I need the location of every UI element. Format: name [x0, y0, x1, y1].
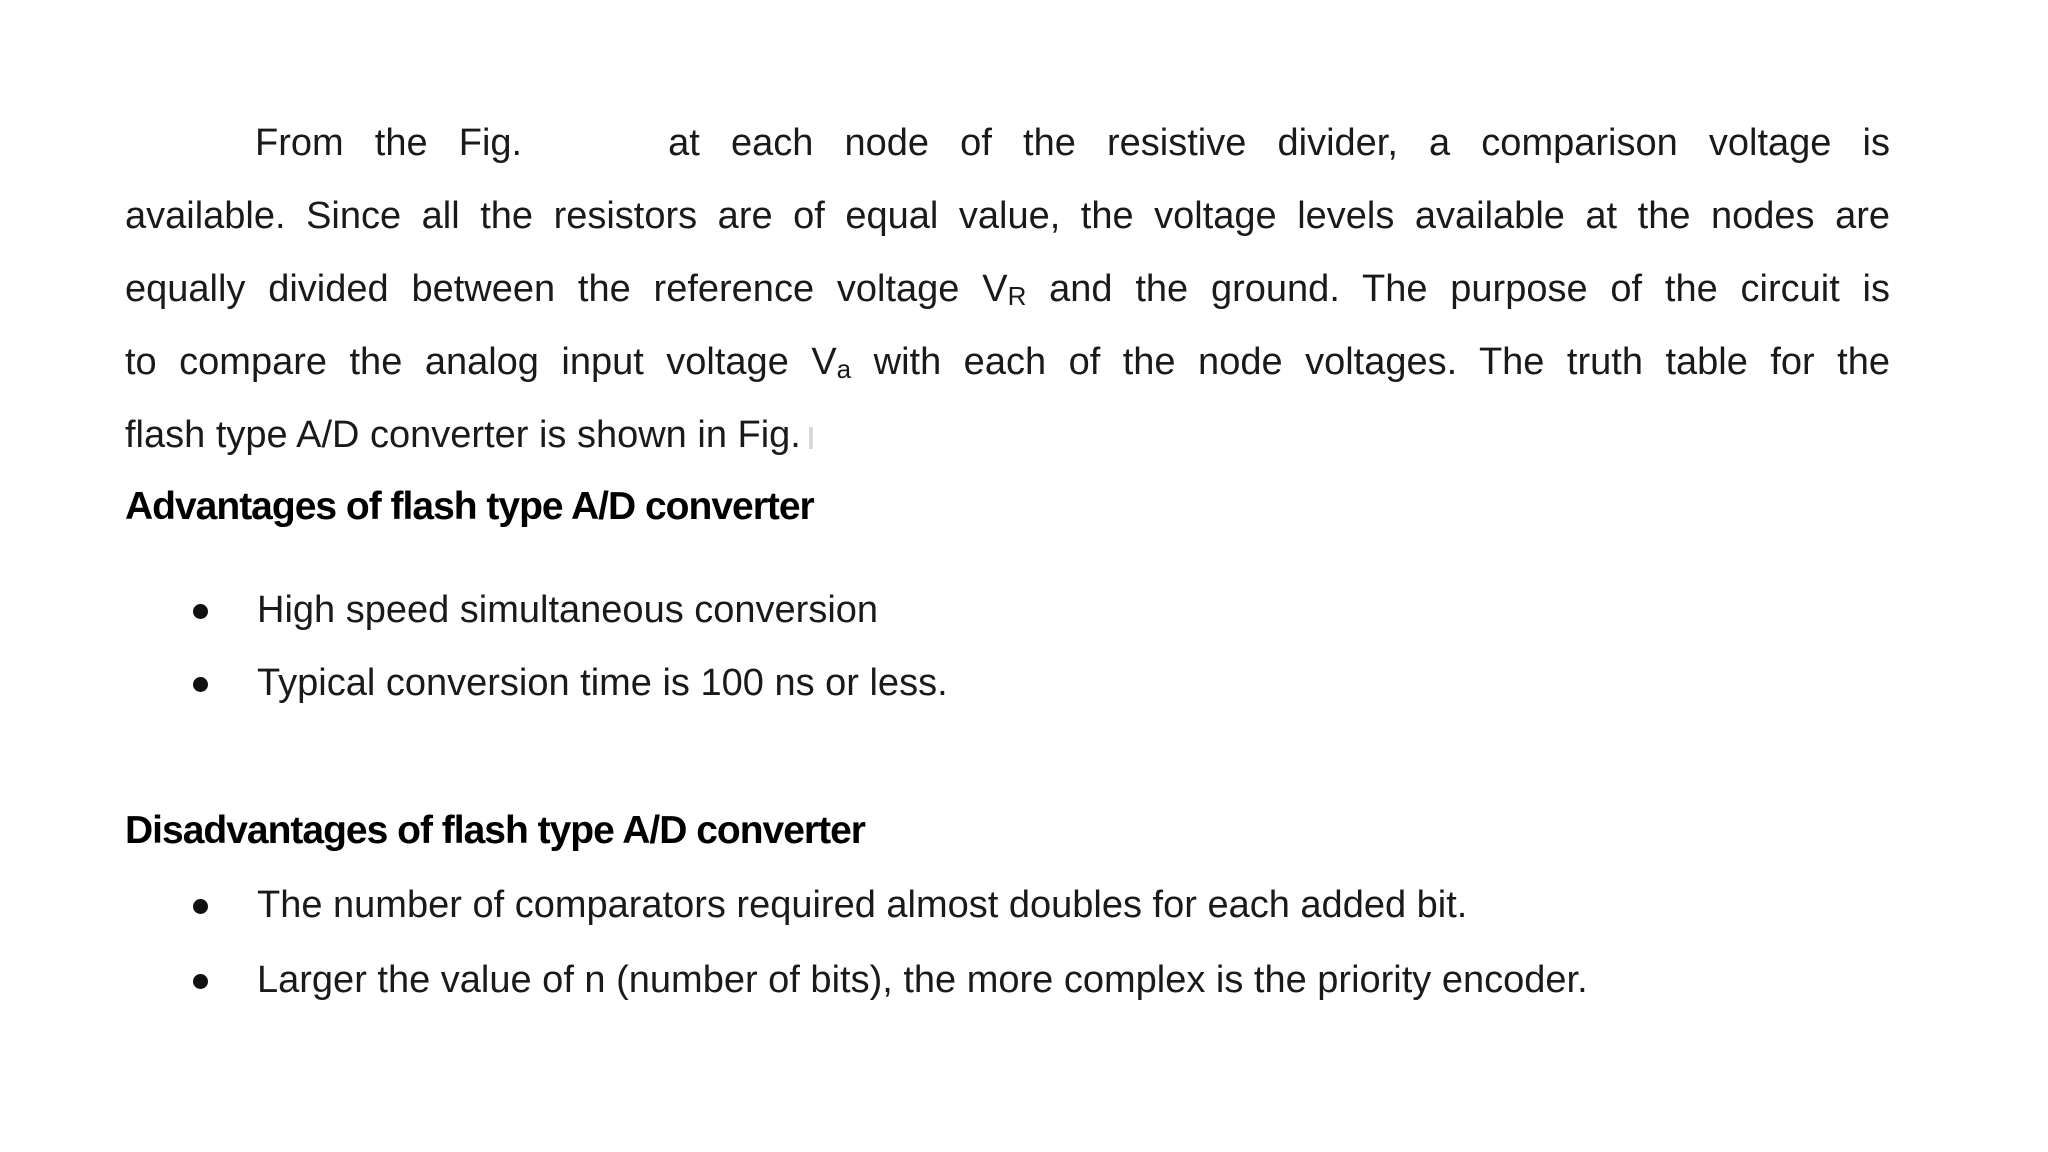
advantages-item-text: High speed simultaneous conversion	[257, 589, 879, 631]
bullet-icon	[193, 974, 208, 989]
reference-voltage-subscript: R	[1007, 281, 1027, 311]
cropped-figure-ref-mark	[809, 427, 813, 449]
paragraph-line-3	[125, 266, 1890, 319]
advantages-item-text: Typical conversion time is 100 ns or less.	[257, 662, 948, 704]
paragraph-line-5	[125, 412, 1890, 458]
paragraph-line-1	[125, 120, 1890, 166]
advantages-heading: Advantages of flash type A/D converter	[125, 485, 814, 528]
paragraph-line-1-end: at each node of the resistive divider, a comparison voltage is	[668, 122, 1890, 164]
disadvantages-item-text: Larger the value of n (number of bits), the more complex is the priority encoder.	[257, 959, 1588, 1001]
disadvantages-item-text: The number of comparators required almost doubles for each added bit.	[257, 884, 1468, 926]
paragraph-line-4-end: with each of the node voltages. The truth table for the	[851, 341, 1890, 383]
paragraph-line-2-text: available. Since all the resistors are of equal value, the voltage levels available at the nodes are	[125, 195, 1890, 237]
paragraph-line-1-start: From the Fig.	[255, 122, 523, 164]
bullet-icon	[193, 604, 208, 619]
disadvantages-heading: Disadvantages of flash type A/D converter	[125, 809, 865, 852]
input-voltage-subscript: a	[836, 354, 852, 384]
paragraph-line-3-end: and the ground. The purpose of the circuit is	[1026, 268, 1890, 310]
paragraph-line-2	[125, 193, 1890, 239]
bullet-icon	[193, 899, 208, 914]
paragraph-line-5-text: flash type A/D converter is shown in Fig.	[125, 414, 801, 456]
paragraph-line-3-start: equally divided between the reference voltage V	[125, 268, 1008, 310]
paragraph-line-4-start: to compare the analog input voltage V	[125, 341, 837, 383]
bullet-icon	[193, 677, 208, 692]
paragraph-line-4	[125, 339, 1890, 392]
